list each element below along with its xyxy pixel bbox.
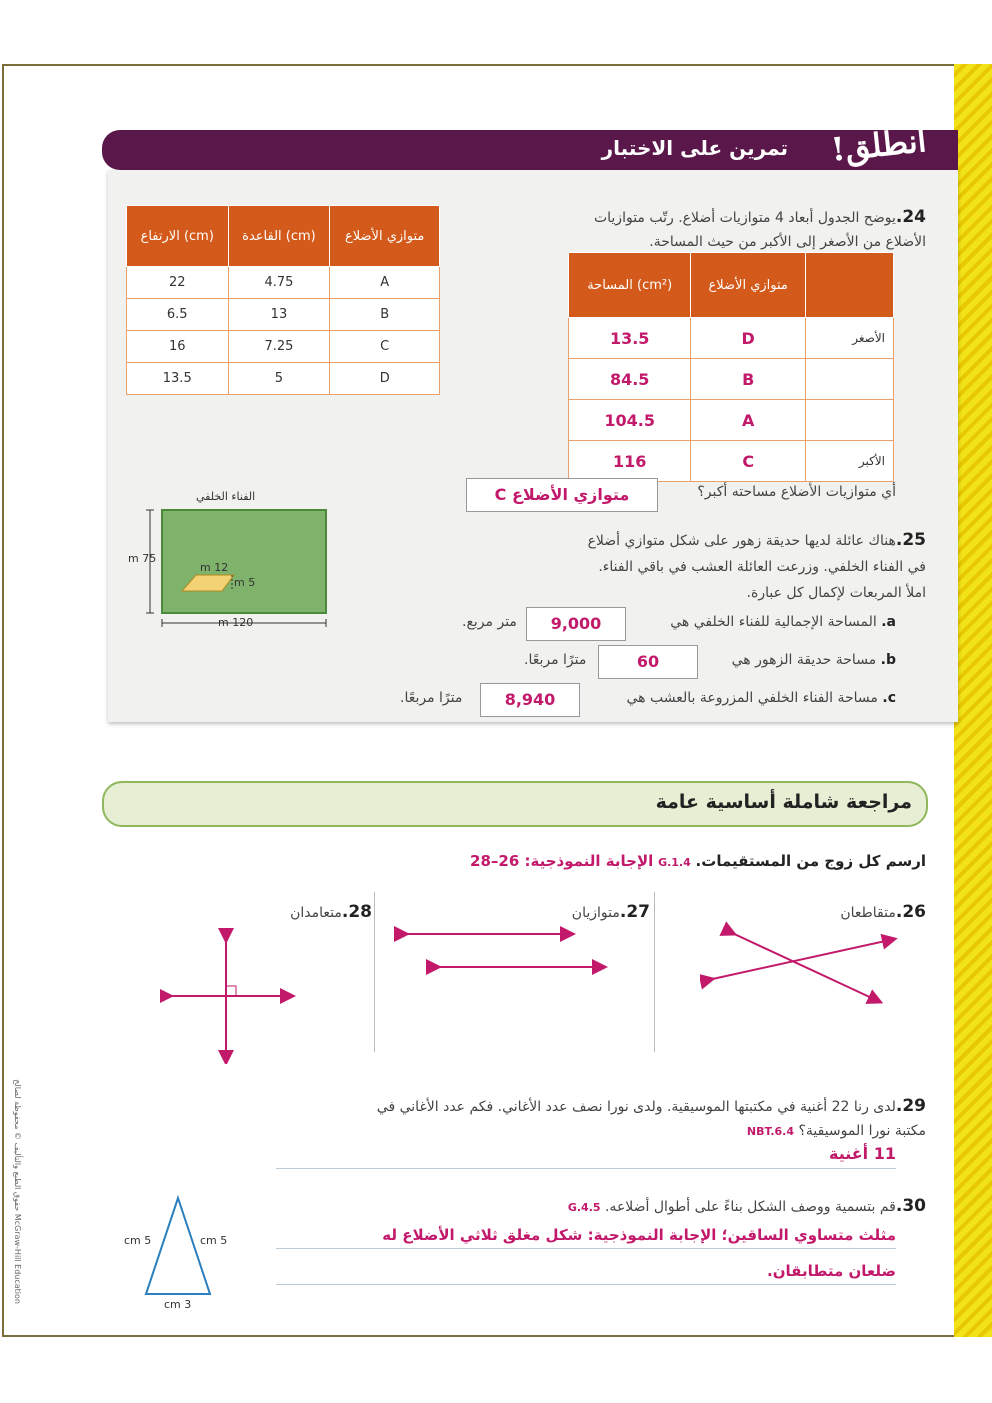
q25b-unit: مترًا مربعًا.: [524, 652, 587, 668]
column-divider: [374, 892, 375, 1052]
table-row: 22 4.75 A: [127, 267, 440, 299]
table-row: 84.5 B: [569, 359, 894, 400]
review-title: مراجعة شاملة أساسية عامة: [655, 791, 912, 813]
area-order-table: [568, 252, 894, 482]
q25b-answer-box[interactable]: 60: [598, 645, 698, 679]
garden-height-label: 5 m: [234, 576, 256, 589]
q24-answer-box[interactable]: متوازي الأضلاع C: [466, 478, 658, 512]
q24-text: 24.يوضح الجدول أبعاد 4 متوازيات أضلاع. رتّب متوازيات الأضلاع من الأصغر إلى الأكبر من حيث المساحة.: [593, 207, 926, 250]
test-practice-banner: [102, 121, 958, 170]
column-divider: [654, 892, 655, 1052]
banner-logo: انطلق!: [828, 121, 928, 169]
q25c-answer-box[interactable]: 8,940: [480, 683, 580, 717]
q29-answer: 11 أغنية: [828, 1144, 896, 1163]
table-row: 104.5 A: [569, 400, 894, 441]
yellow-edge-stripe: [954, 64, 992, 1337]
answer-line: [276, 1284, 896, 1285]
height-label: 75 m: [128, 552, 157, 565]
table-header: الارتفاع (cm): [127, 206, 229, 267]
q25b-text: b. مساحة حديقة الزهور هي: [731, 652, 896, 668]
q25c-text: c. مساحة الفناء الخلفي المزروعة بالعشب هي: [626, 690, 896, 706]
q25-text: 25.هناك عائلة لديها حديقة زهور على شكل متوازي أضلاع في الفناء الخلفي. وزرعت العائلة العشب في باقي الفناء. املأ المربعات لإكمال كل عبارة.: [587, 530, 926, 601]
parallel-lines-drawing: [392, 920, 612, 980]
q28-label: 28.متعامدان: [290, 902, 372, 922]
q25a-unit: متر مربع.: [462, 614, 517, 630]
answer-line: [276, 1248, 896, 1249]
q25c-unit: مترًا مربعًا.: [400, 690, 463, 706]
table-row: 16 7.25 C: [127, 331, 440, 363]
triangle-right-label: 5 cm: [200, 1234, 228, 1247]
table-row: 13.5 5 D: [127, 363, 440, 395]
q27-label: 27.متوازيان: [571, 902, 650, 922]
q30-answer-line1: مثلث متساوي الساقين؛ الإجابة النموذجية: شكل مغلق ثلاثي الأضلاع له: [382, 1226, 896, 1244]
width-label: 120 m: [218, 616, 254, 629]
table-header: متوازي الأضلاع: [330, 206, 440, 267]
table-header: [806, 253, 894, 318]
table-row: 6.5 13 B: [127, 299, 440, 331]
intersecting-lines-drawing: [700, 920, 900, 1010]
table-header: القاعدة (cm): [228, 206, 330, 267]
table-row: 13.5 D الأصغر: [569, 318, 894, 359]
garden-base-label: 12 m: [200, 561, 229, 574]
q25-number: 25.: [895, 530, 926, 550]
diagram-title: الفناء الخلفي: [196, 490, 256, 503]
triangle-base-label: 3 cm: [164, 1298, 192, 1311]
q30-answer-line2: ضلعان متطابقان.: [767, 1262, 896, 1280]
q25a-answer-box[interactable]: 9,000: [526, 607, 626, 641]
q29-text: 29.لدى رنا 22 أغنية في مكتبتها الموسيقية. ولدى نورا نصف عدد الأغاني. فكم عدد الأغاني في مكتبة نورا الموسيقية؟ NBT.6.4: [376, 1096, 926, 1139]
q25a-text: a. المساحة الإجمالية للفناء الخلفي هي: [670, 614, 896, 630]
dimensions-table: [126, 205, 440, 395]
table-row: 116 C الأكبر: [569, 441, 894, 482]
q30-text: 30.قم بتسمية ووصف الشكل بناءً على أطوال أضلاعه. 5.G.4: [567, 1196, 926, 1216]
q24-number: 24.: [895, 207, 926, 227]
table-header: المساحة (cm²): [569, 253, 691, 318]
review-banner: [102, 781, 928, 827]
instruction-line: ارسم كل زوج من المستقيمات. G.1.4 الإجابة النموذجية: 26–28: [470, 852, 926, 870]
table-header: متوازي الأضلاع: [691, 253, 806, 318]
q24-question: أي متوازيات الأضلاع مساحته أكبر؟: [697, 484, 896, 500]
answer-line: [276, 1168, 896, 1169]
q26-label: 26.متقاطعان: [840, 902, 926, 922]
triangle-left-label: 5 cm: [124, 1234, 152, 1247]
copyright-margin: McGraw-Hill Education حقوق الطبع والتأليف © محفوظة لصالح: [13, 1079, 22, 1304]
perpendicular-lines-drawing: [160, 928, 296, 1064]
banner-title: تمرين على الاختبار: [601, 136, 788, 160]
